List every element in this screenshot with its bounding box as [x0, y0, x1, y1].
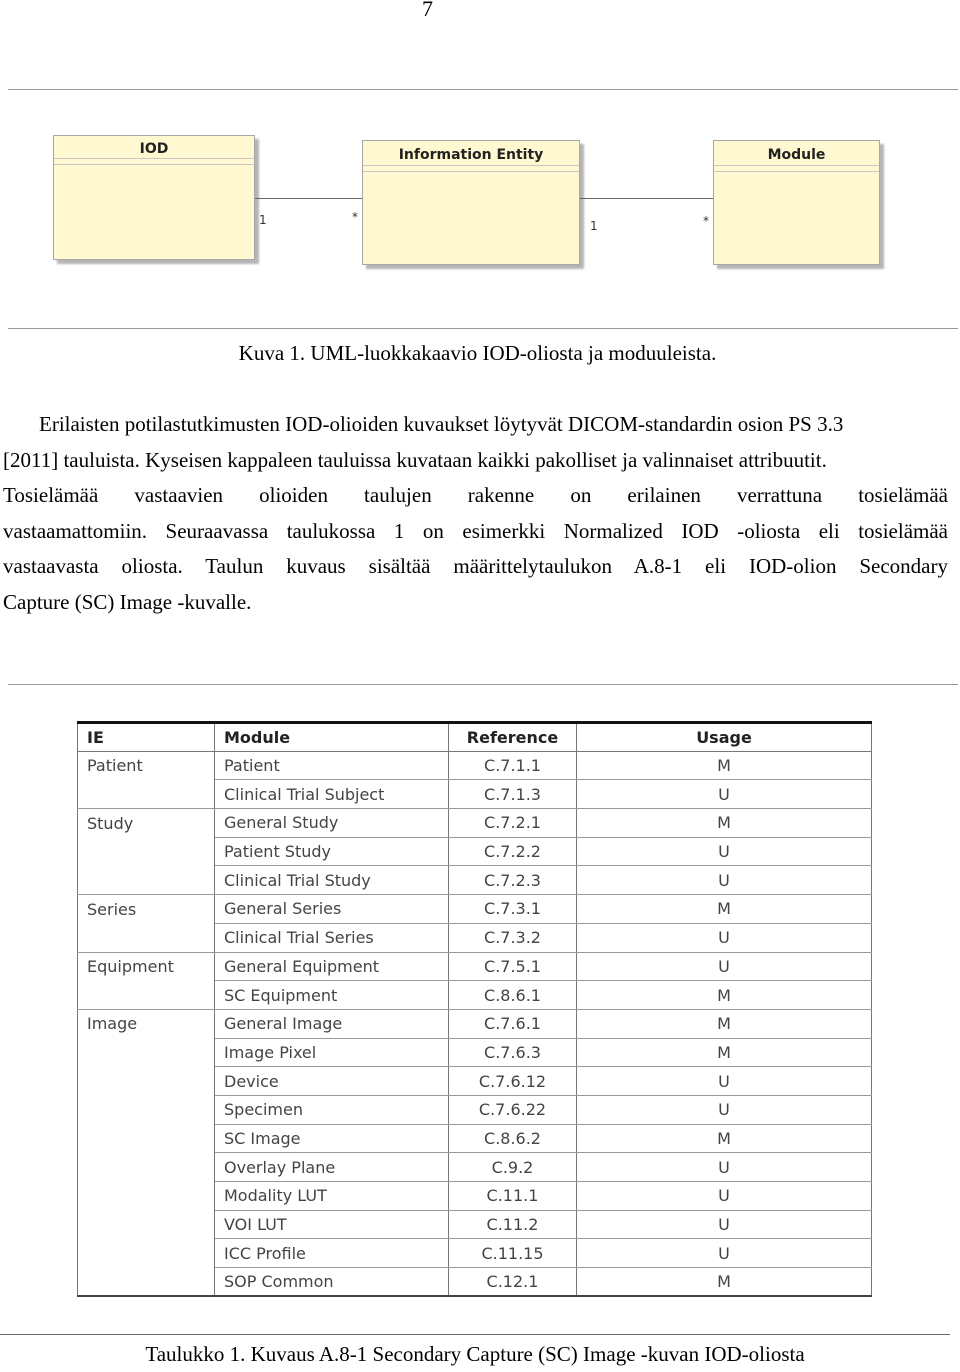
table-row — [78, 895, 872, 924]
cell-usage: M — [577, 895, 872, 924]
table-row — [78, 809, 872, 838]
uml-class-divider — [54, 164, 254, 165]
figure-rule — [8, 328, 958, 329]
cell-ie: Patient — [78, 751, 215, 780]
table-row — [78, 952, 872, 981]
cell-usage: U — [577, 1239, 872, 1268]
cell-module: VOI LUT — [215, 1210, 449, 1239]
cell-reference: C.7.2.2 — [449, 837, 577, 866]
cell-usage: U — [577, 1182, 872, 1211]
table-row — [78, 1268, 872, 1297]
cell-module: Patient — [215, 751, 449, 780]
cell-ie — [78, 923, 215, 952]
cell-usage: M — [577, 1009, 872, 1038]
cell-ie — [78, 981, 215, 1010]
cell-reference: C.7.1.1 — [449, 751, 577, 780]
cell-module: General Equipment — [215, 952, 449, 981]
cell-reference: C.7.1.3 — [449, 780, 577, 809]
cell-reference: C.7.6.22 — [449, 1095, 577, 1124]
cell-module: General Image — [215, 1009, 449, 1038]
cell-ie: Series — [78, 895, 215, 924]
cell-reference: C.11.15 — [449, 1239, 577, 1268]
cell-module: SC Image — [215, 1124, 449, 1153]
paragraph-line: [2011] tauluista. Kyseisen kappaleen tauluissa kuvataan kaikki pakolliset ja valinnaiset attribuutit. — [3, 447, 827, 472]
cell-usage: M — [577, 751, 872, 780]
table-row — [78, 837, 872, 866]
cell-module: Clinical Trial Study — [215, 866, 449, 895]
cell-usage: U — [577, 780, 872, 809]
uml-class-module — [713, 140, 880, 265]
cell-ie: Study — [78, 809, 215, 838]
page-number: 7 — [422, 0, 433, 21]
uml-class-divider — [714, 165, 879, 166]
paragraph-line: Capture (SC) Image -kuvalle. — [3, 589, 252, 614]
cell-module: Overlay Plane — [215, 1153, 449, 1182]
cell-usage: M — [577, 809, 872, 838]
table-row — [78, 1153, 872, 1182]
cell-ie — [78, 866, 215, 895]
figure-caption: Kuva 1. UML-luokkakaavio IOD-oliosta ja moduuleista. — [238, 341, 717, 365]
header-usage: Usage — [577, 723, 872, 752]
cell-usage: M — [577, 1124, 872, 1153]
header-reference: Reference — [449, 723, 577, 752]
cell-reference: C.7.6.3 — [449, 1038, 577, 1067]
uml-class-divider — [363, 171, 579, 172]
cell-module: SC Equipment — [215, 981, 449, 1010]
table-caption: Taulukko 1. Kuvaus A.8-1 Secondary Capture (SC) Image -kuvan IOD-oliosta — [145, 1342, 805, 1366]
uml-class-information-entity — [362, 140, 580, 265]
cell-reference: C.7.2.1 — [449, 809, 577, 838]
cell-ie: Image — [78, 1009, 215, 1038]
cell-reference: C.7.6.12 — [449, 1067, 577, 1096]
association-line-ie-module — [580, 198, 713, 199]
cell-reference: C.7.3.1 — [449, 895, 577, 924]
table-row — [78, 1067, 872, 1096]
cell-usage: U — [577, 1153, 872, 1182]
cell-reference: C.8.6.2 — [449, 1124, 577, 1153]
cell-module: Device — [215, 1067, 449, 1096]
paragraph-line: Tosielämää vastaavien olioiden taulujen rakenne on erilainen verrattuna tosielämää — [3, 483, 948, 507]
cell-reference: C.7.2.3 — [449, 866, 577, 895]
cell-usage: U — [577, 1210, 872, 1239]
cell-ie — [78, 837, 215, 866]
uml-class-name: Information Entity — [398, 147, 544, 163]
cell-reference: C.7.5.1 — [449, 952, 577, 981]
cell-ie — [78, 1239, 215, 1268]
cell-module: Specimen — [215, 1095, 449, 1124]
cell-reference: C.11.1 — [449, 1182, 577, 1211]
uml-class-name: Module — [767, 147, 826, 163]
cell-usage: U — [577, 1095, 872, 1124]
uml-class-divider — [54, 158, 254, 159]
cell-module: General Study — [215, 809, 449, 838]
cell-usage: M — [577, 981, 872, 1010]
association-line-iod-ie — [255, 198, 362, 199]
cell-ie — [78, 1124, 215, 1153]
table-row — [78, 1239, 872, 1268]
cell-module: ICC Profile — [215, 1239, 449, 1268]
cell-module: Clinical Trial Subject — [215, 780, 449, 809]
table-top-rule — [8, 684, 958, 685]
table-row — [78, 981, 872, 1010]
cell-usage: U — [577, 1067, 872, 1096]
cell-usage: M — [577, 1268, 872, 1297]
cell-reference: C.9.2 — [449, 1153, 577, 1182]
multiplicity-label: 1 — [590, 219, 598, 233]
paragraph-line: vastaavasta oliosta. Taulun kuvaus sisältää määrittelytaulukon A.8-1 eli IOD-olion Secondary — [3, 554, 948, 578]
table-header-row — [78, 723, 872, 752]
cell-reference: C.7.6.1 — [449, 1009, 577, 1038]
header-module: Module — [215, 723, 449, 752]
multiplicity-label: 1 — [259, 213, 267, 227]
uml-class-name: IOD — [139, 141, 169, 157]
cell-reference: C.12.1 — [449, 1268, 577, 1297]
cell-ie — [78, 1095, 215, 1124]
cell-module: Patient Study — [215, 837, 449, 866]
cell-module: Modality LUT — [215, 1182, 449, 1211]
cell-reference: C.7.3.2 — [449, 923, 577, 952]
cell-ie — [78, 1182, 215, 1211]
cell-usage: M — [577, 1038, 872, 1067]
cell-module: Image Pixel — [215, 1038, 449, 1067]
cell-reference: C.8.6.1 — [449, 981, 577, 1010]
cell-usage: U — [577, 952, 872, 981]
cell-ie — [78, 1153, 215, 1182]
cell-module: Clinical Trial Series — [215, 923, 449, 952]
header-ie: IE — [78, 723, 215, 752]
cell-module: SOP Common — [215, 1268, 449, 1297]
top-rule — [8, 89, 958, 90]
table-row — [78, 751, 872, 780]
paragraph-line: Erilaisten potilastutkimusten IOD-olioiden kuvaukset löytyvät DICOM-standardin osion PS 3.3 — [39, 412, 844, 436]
table-row — [78, 866, 872, 895]
body-paragraph — [3, 407, 948, 620]
table-row — [78, 1210, 872, 1239]
table-row — [78, 1182, 872, 1211]
paragraph-line: vastaamattomiin. Seuraavassa taulukossa 1 on esimerkki Normalized IOD -oliosta eli tosielämää — [3, 518, 948, 543]
cell-ie: Equipment — [78, 952, 215, 981]
cell-ie — [78, 1210, 215, 1239]
uml-class-iod — [53, 135, 255, 260]
uml-class-divider — [363, 165, 579, 166]
table-row — [78, 923, 872, 952]
cell-usage: U — [577, 837, 872, 866]
table-bottom-rule — [0, 1334, 950, 1335]
cell-module: General Series — [215, 895, 449, 924]
cell-usage: U — [577, 866, 872, 895]
cell-ie — [78, 780, 215, 809]
cell-reference: C.11.2 — [449, 1210, 577, 1239]
cell-usage: U — [577, 923, 872, 952]
table-row — [78, 1095, 872, 1124]
multiplicity-label: * — [703, 214, 709, 228]
cell-ie — [78, 1268, 215, 1297]
table-row — [78, 1009, 872, 1038]
table-row — [78, 1124, 872, 1153]
iod-module-table — [77, 721, 872, 1297]
table-row — [78, 1038, 872, 1067]
cell-ie — [78, 1067, 215, 1096]
uml-class-divider — [714, 171, 879, 172]
multiplicity-label: * — [352, 210, 358, 224]
cell-ie — [78, 1038, 215, 1067]
table-row — [78, 780, 872, 809]
